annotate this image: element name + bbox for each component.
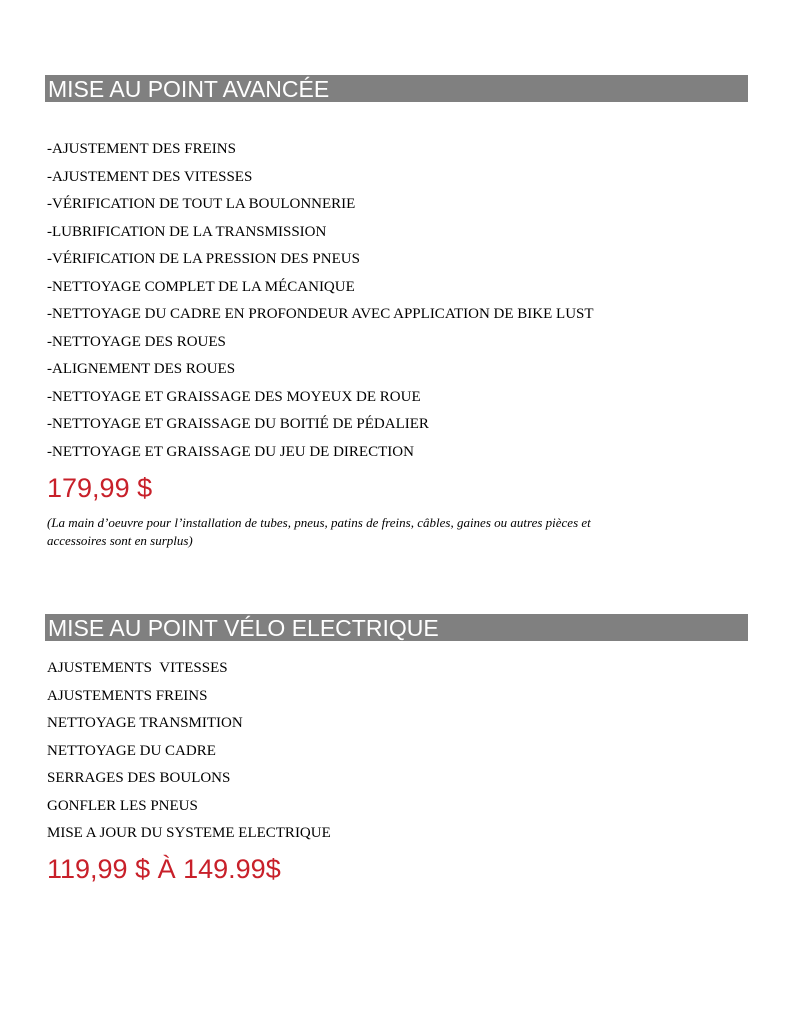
service-item: NETTOYAGE DU CADRE — [47, 742, 216, 759]
service-item: -LUBRIFICATION DE LA TRANSMISSION — [47, 223, 327, 240]
service-item: -VÉRIFICATION DE LA PRESSION DES PNEUS — [47, 251, 360, 267]
service-item: NETTOYAGE TRANSMITION — [47, 715, 243, 731]
service-item: AJUSTEMENTS FREINS — [47, 687, 208, 704]
service-item: GONFLER LES PNEUS — [47, 797, 198, 814]
service-item: -NETTOYAGE DU CADRE EN PROFONDEUR AVEC APPLICATION DE BIKE LUST — [47, 306, 594, 322]
price-velo-electrique: 119,99 $ À 149.99$ — [47, 854, 281, 884]
service-list-velo-electrique — [47, 655, 331, 848]
service-item: -VÉRIFICATION DE TOUT LA BOULONNERIE — [47, 196, 356, 212]
service-list-avancee — [47, 136, 594, 466]
service-item: -AJUSTEMENT DES VITESSES — [47, 168, 253, 185]
service-item: -AJUSTEMENT DES FREINS — [47, 141, 236, 157]
service-item: -NETTOYAGE COMPLET DE LA MÉCANIQUE — [47, 278, 355, 295]
service-item: -NETTOYAGE ET GRAISSAGE DU BOITIÉ DE PÉDALIER — [47, 416, 429, 432]
service-item: SERRAGES DES BOULONS — [47, 770, 231, 786]
price-avancee: 179,99 $ — [47, 473, 153, 503]
labour-note: (La main d’oeuvre pour l’installation de tubes, pneus, patins de freins, câbles, gaines ou autres pièces et accessoires sont en surplus) — [47, 515, 591, 548]
service-item: -ALIGNEMENT DES ROUES — [47, 361, 236, 377]
service-item: -NETTOYAGE DES ROUES — [47, 333, 226, 350]
service-item: -NETTOYAGE ET GRAISSAGE DES MOYEUX DE ROUE — [47, 388, 421, 405]
section-title-mise-au-point-avancee: MISE AU POINT AVANCÉE — [45, 75, 748, 102]
service-item: MISE A JOUR DU SYSTEME ELECTRIQUE — [47, 825, 331, 841]
service-item: -NETTOYAGE ET GRAISSAGE DU JEU DE DIRECTION — [47, 443, 414, 460]
section-title-mise-au-point-velo-electrique: MISE AU POINT VÉLO ELECTRIQUE — [45, 614, 748, 641]
service-item: AJUSTEMENTS VITESSES — [47, 660, 228, 676]
